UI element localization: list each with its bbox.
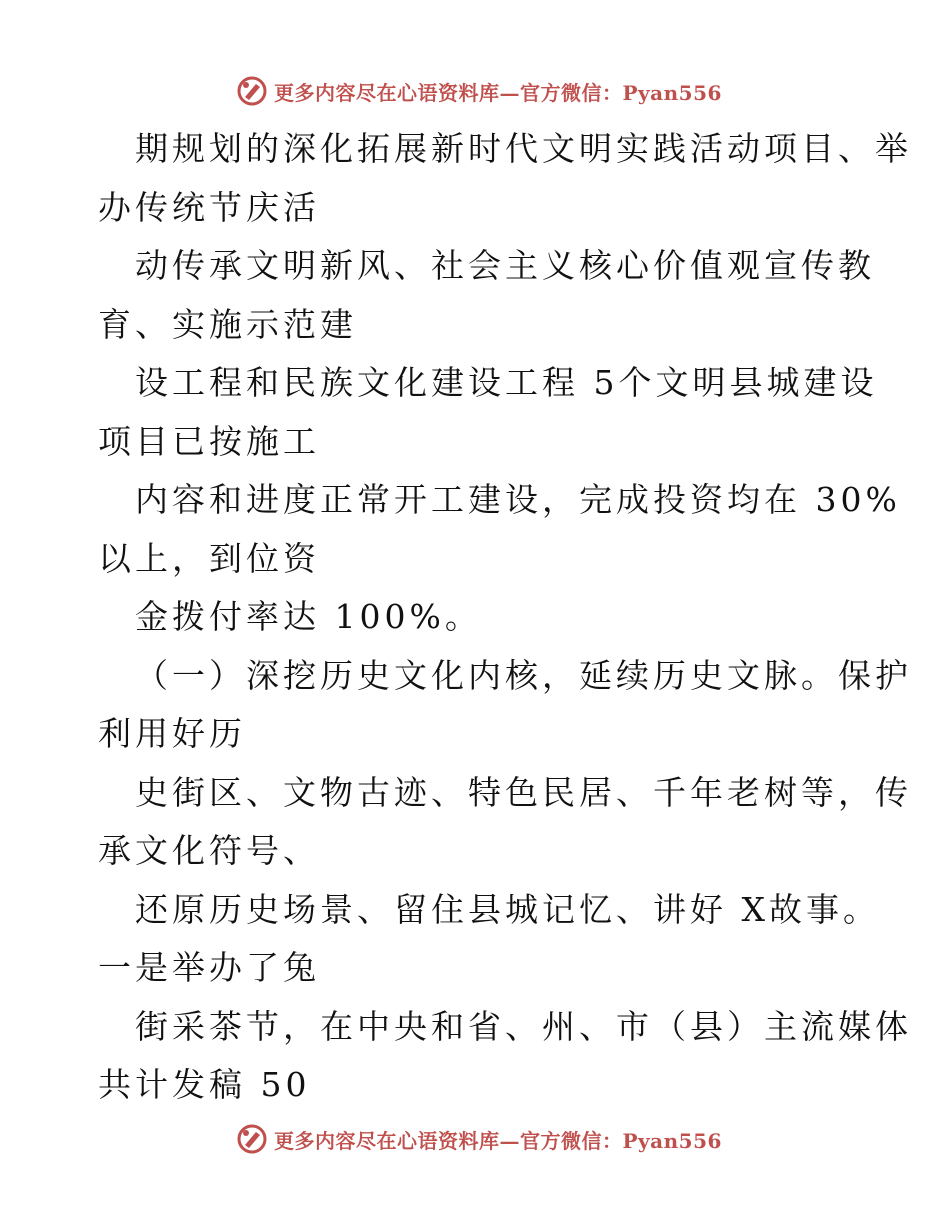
text-line: （一）深挖历史文化内核，延续历史文脉。保护 xyxy=(135,655,912,695)
footer-watermark xyxy=(236,1122,722,1156)
text-line: 内容和进度正常开工建设，完成投资均在 30% xyxy=(135,480,901,519)
text-line: 动传承文明新风、社会主义核心价值观宣传教 xyxy=(135,246,875,285)
brand-logo-icon xyxy=(236,1123,268,1155)
text-line: 办传统节庆活 xyxy=(98,187,320,227)
body-text xyxy=(98,120,912,1115)
text-line: 共计发稿 50 xyxy=(98,1065,311,1104)
text-line: 利用好历 xyxy=(98,714,246,753)
text-line: 设工程和民族文化建设工程 5个文明县城建设 xyxy=(135,363,878,402)
text-line: 育、实施示范建 xyxy=(98,304,357,344)
text-line: 期规划的深化拓展新时代文明实践活动项目、举 xyxy=(135,129,912,168)
watermark-text: 更多内容尽在心语资料库—官方微信：Pyan556 xyxy=(274,1128,722,1153)
text-line: 一是举办了兔 xyxy=(98,948,320,987)
text-line: 金拨付率达 100%。 xyxy=(135,597,482,636)
header-watermark xyxy=(236,74,722,108)
brand-logo-icon xyxy=(236,75,268,107)
text-line: 史街区、文物古迹、特色民居、千年老树等，传 xyxy=(135,772,912,812)
text-line: 承文化符号、 xyxy=(98,831,320,870)
watermark-text: 更多内容尽在心语资料库—官方微信：Pyan556 xyxy=(274,80,722,105)
text-line: 项目已按施工 xyxy=(98,421,320,461)
text-line: 街采茶节，在中央和省、州、市（县）主流媒体 xyxy=(135,1006,912,1046)
text-line: 以上，到位资 xyxy=(98,538,320,578)
text-line: 还原历史场景、留住县城记忆、讲好 X故事。 xyxy=(135,889,880,929)
